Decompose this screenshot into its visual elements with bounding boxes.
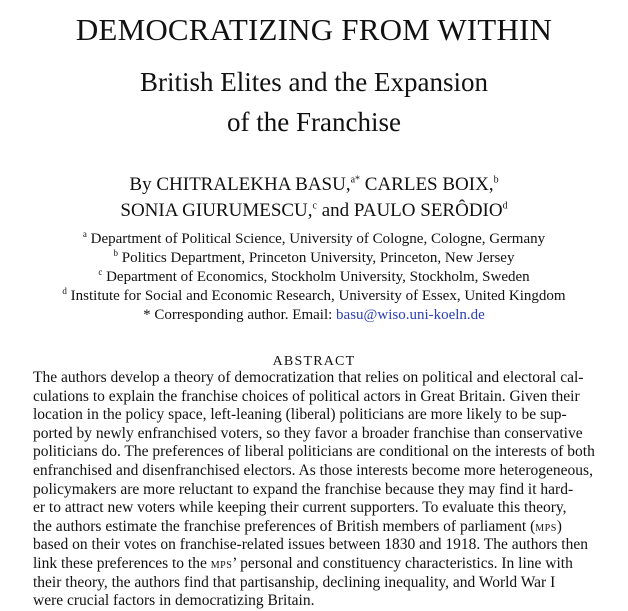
author-line [0, 172, 628, 198]
abstract-line: were crucial factors in democratizing Britain. [33, 592, 315, 610]
affiliation [0, 230, 628, 249]
by-label: By [129, 174, 152, 195]
email-link[interactable]: basu@wiso.uni-koeln.de [336, 307, 485, 323]
abstract-text: ’ personal and constituency characteristics. In line with [232, 554, 573, 572]
affiliation [0, 268, 628, 287]
author-list [0, 172, 628, 224]
abstract-line: policymakers are more reluctant to expand the franchise because they may find it hard- [33, 480, 574, 498]
affiliation [0, 287, 628, 306]
corresponding-label: * Corresponding author. Email: [143, 307, 337, 323]
author-affil-marker: c [312, 200, 317, 212]
abstract-line: er to attract new voters while keeping their current supporters. To evaluate this theory, [33, 499, 567, 517]
abstract-text: ) [556, 517, 562, 535]
abstract-heading: ABSTRACT [272, 354, 356, 369]
author-name: SONIA GIURUMESCU, [120, 200, 313, 221]
affiliation-text: Department of Political Science, University of Cologne, Cologne, Germany [90, 231, 546, 247]
abstract-line [33, 518, 603, 537]
abstract-abbrev: mps [210, 555, 233, 571]
author-affil-marker: a* [350, 174, 361, 186]
author-name: CHITRALEKHA BASU, [156, 174, 351, 195]
abstract-text: the authors estimate the franchise preferences of British members of parliament ( [33, 517, 536, 535]
affiliation-marker: a [82, 229, 87, 239]
affiliation-marker: c [98, 267, 103, 277]
affiliation-text: Politics Department, Princeton University, Princeton, New Jersey [121, 250, 515, 266]
author-affil-marker: d [502, 200, 508, 212]
paper-subtitle [0, 62, 628, 142]
affiliation-text: Institute for Social and Economic Research, University of Essex, United Kingdom [70, 288, 566, 304]
abstract-line: enfranchised and disenfranchised electors. As those interests become more heterogeneous, [33, 461, 593, 479]
affiliation-list [0, 230, 628, 325]
abstract-line [33, 555, 603, 574]
subtitle-line: of the Franchise [227, 107, 401, 137]
author-name: CARLES BOIX, [364, 174, 494, 195]
author-name: PAULO SERÔDIO [353, 200, 503, 221]
abstract-abbrev: mps [535, 518, 557, 534]
abstract-line: location in the policy space, left-leaning (liberal) politicians are more likely to be sup- [33, 406, 567, 424]
abstract-line: based on their votes on franchise-related issues between 1830 and 1918. The authors then [33, 536, 588, 554]
abstract-line: The authors develop a theory of democratization that relies on political and electoral cal- [33, 369, 584, 386]
abstract-body [33, 369, 603, 611]
abstract-line: ported by newly enfranchised voters, so they favor a broader franchise than conservative [33, 424, 583, 442]
abstract-line: culations to explain the franchise choices of political actors in Great Britain. Given their [33, 387, 580, 405]
abstract-line: politicians do. The preferences of liberal politicians are conditional on the interests of both [33, 443, 595, 461]
affiliation-text: Department of Economics, Stockholm University, Stockholm, Sweden [106, 269, 530, 285]
author-affil-marker: b [493, 174, 499, 186]
abstract-line: their theory, the authors find that partisanship, declining inequality, and World War I [33, 573, 556, 591]
affiliation-marker: d [62, 286, 67, 296]
corresponding-author [0, 306, 628, 325]
and-label: and [321, 200, 350, 221]
affiliation-marker: b [113, 248, 119, 258]
subtitle-line: British Elites and the Expansion [140, 67, 488, 97]
author-line [0, 198, 628, 224]
paper-title: DEMOCRATIZING FROM WITHIN [75, 12, 553, 47]
affiliation [0, 249, 628, 268]
abstract-text: link these preferences to the [33, 554, 211, 572]
